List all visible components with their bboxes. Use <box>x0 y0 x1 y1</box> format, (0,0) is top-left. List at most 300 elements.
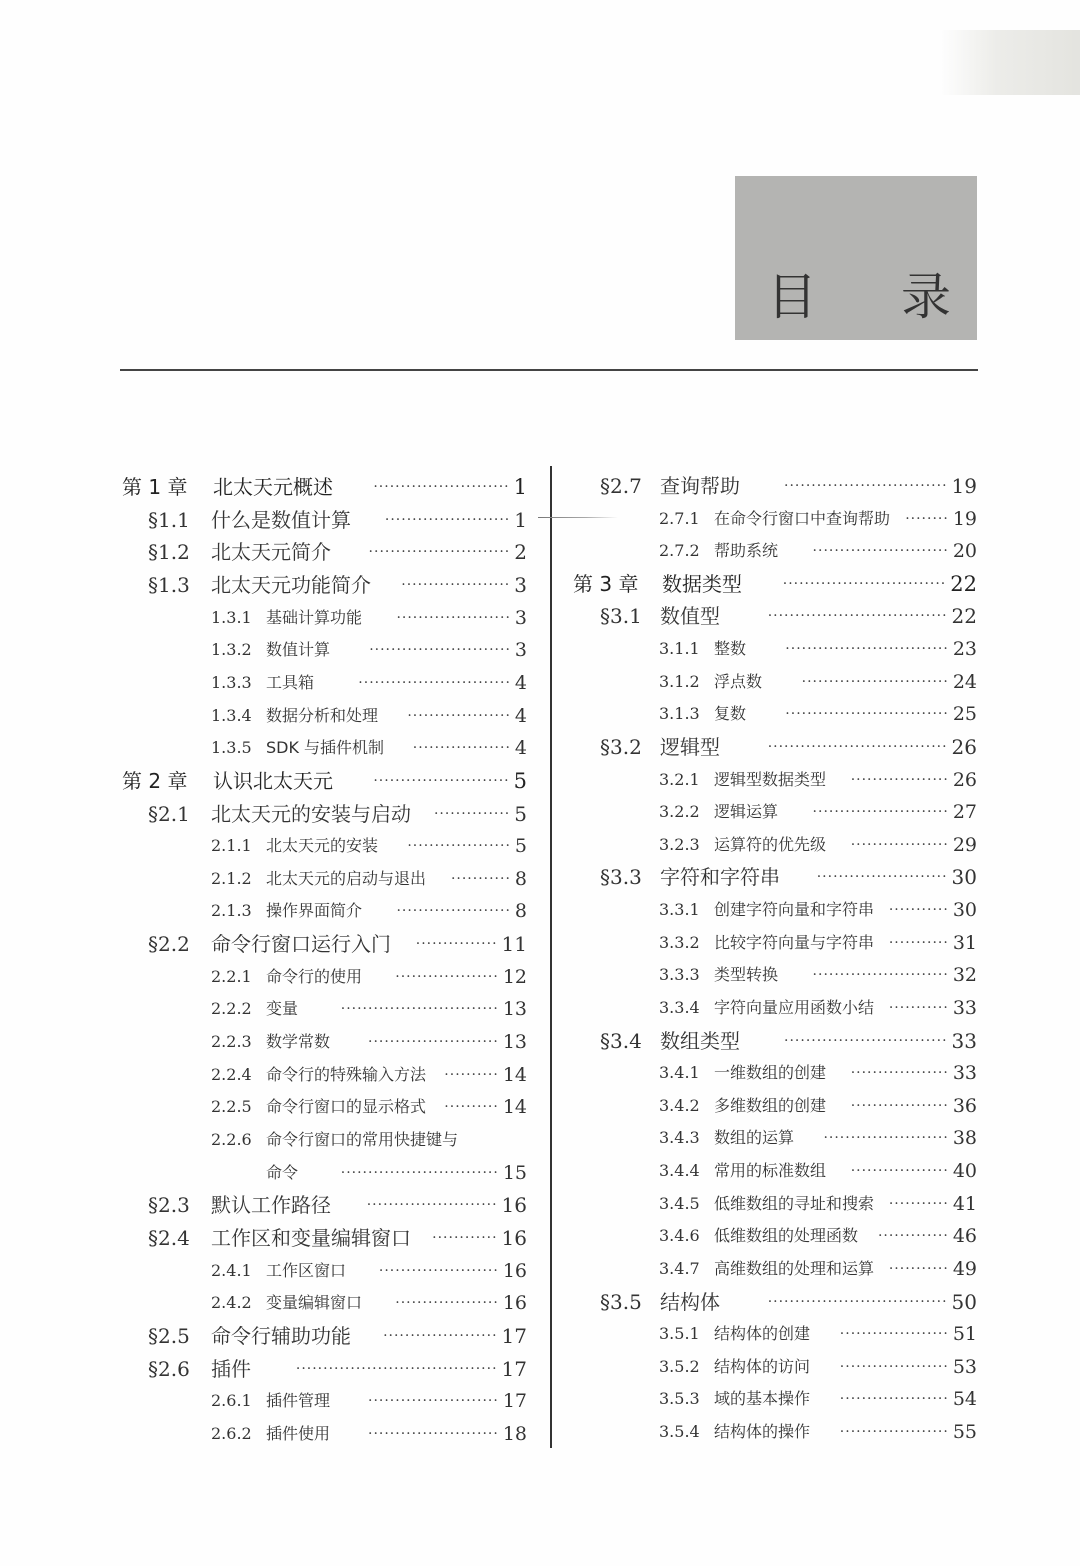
toc-entry-number: 3.1.1 <box>659 639 700 658</box>
toc-entry-number: 2.2.2 <box>211 999 252 1018</box>
dot-leader: ························ <box>366 1197 498 1213</box>
toc-entry-number: §2.6 <box>148 1357 190 1381</box>
toc-entry-sub <box>120 895 527 927</box>
toc-entry-page: 36 <box>952 1095 977 1117</box>
toc-entry-title: 操作界面简介 <box>266 901 363 920</box>
toc-entry-page: 30 <box>951 865 977 889</box>
toc-title-box <box>735 176 977 340</box>
toc-entry-title: 工作区和变量编辑窗口 <box>211 1226 411 1250</box>
toc-entry-sub <box>120 993 527 1025</box>
toc-entry-number: 2.2.1 <box>211 967 252 986</box>
dot-leader: ························· <box>373 479 510 495</box>
toc-entry-number: 2.1.2 <box>211 869 252 888</box>
dot-leader: ······························ <box>785 641 949 657</box>
toc-entry-number: 3.5.1 <box>659 1324 700 1343</box>
toc-entry-page: 5 <box>514 802 527 826</box>
dot-leader: ······················· <box>823 1130 949 1146</box>
toc-entry-sub <box>573 1057 977 1089</box>
toc-entry-title: 数学常数 <box>266 1032 331 1051</box>
toc-entry-number: 第 2 章 <box>122 769 188 793</box>
dot-leader: ···················· <box>839 1391 949 1407</box>
dot-leader: ··········· <box>888 1261 949 1277</box>
toc-entry-section <box>120 536 527 568</box>
toc-entry-sub <box>573 829 977 861</box>
toc-entry-title: 结构体 <box>660 1290 720 1314</box>
toc-entry-page: 5 <box>514 835 527 857</box>
toc-entry-section <box>120 569 527 601</box>
toc-entry-sub <box>120 863 527 895</box>
toc-entry-section <box>120 1222 527 1254</box>
toc-entry-page: 55 <box>952 1421 977 1443</box>
toc-entry-number: 第 1 章 <box>122 475 188 499</box>
dot-leader: ························· <box>812 543 949 559</box>
toc-entry-page: 13 <box>502 1031 527 1053</box>
toc-entry-title: 北太天元功能简介 <box>211 573 371 597</box>
dot-leader: ············· <box>877 1228 949 1244</box>
toc-entry-number: 3.4.5 <box>659 1194 700 1213</box>
toc-entry-page: 14 <box>502 1064 527 1086</box>
toc-entry-title: 命令行的使用 <box>266 967 363 986</box>
toc-entry-number: 2.2.5 <box>211 1097 252 1116</box>
toc-entry-number: §3.4 <box>600 1029 642 1053</box>
dot-leader: ······················· <box>384 512 511 528</box>
dot-leader: ····················· <box>396 610 511 626</box>
toc-entry-title: 结构体的创建 <box>714 1324 811 1343</box>
dot-leader: ····················· <box>396 903 511 919</box>
toc-entry-number: 3.3.1 <box>659 900 700 919</box>
toc-entry-title: 什么是数值计算 <box>211 508 351 532</box>
toc-entry-sub <box>573 927 977 959</box>
toc-entry-number: §2.5 <box>148 1324 190 1348</box>
toc-entry-sub <box>573 1220 977 1252</box>
toc-entry-title: 结构体的访问 <box>714 1357 811 1376</box>
toc-entry-page: 22 <box>950 572 977 596</box>
toc-entry-title: 字符和字符串 <box>660 865 780 889</box>
toc-entry-page: 46 <box>952 1225 977 1247</box>
toc-entry-sub <box>573 535 977 567</box>
toc-entry-number: 3.4.7 <box>659 1259 700 1278</box>
toc-entry-page: 33 <box>951 1029 977 1053</box>
toc-entry-page: 17 <box>501 1324 527 1348</box>
toc-entry-title: 低维数组的寻址和搜索 <box>714 1194 875 1213</box>
dot-leader: ······························ <box>782 576 947 592</box>
toc-entry-page: 24 <box>952 671 977 693</box>
toc-entry-page: 19 <box>952 508 977 530</box>
dot-leader: ··················· <box>395 969 499 985</box>
toc-entry-title: 域的基本操作 <box>714 1389 811 1408</box>
toc-entry-number: 3.4.2 <box>659 1096 700 1115</box>
toc-entry-sub <box>120 1418 527 1450</box>
dot-leader: ································· <box>767 1294 948 1310</box>
toc-entry-sub <box>120 700 527 732</box>
dot-leader: ·········· <box>444 1067 499 1083</box>
toc-entry-page: 19 <box>951 474 977 498</box>
toc-entry-number: 3.5.2 <box>659 1357 700 1376</box>
dot-leader: ······················ <box>378 1263 499 1279</box>
toc-entry-title: 浮点数 <box>714 672 763 691</box>
dot-leader: ··············· <box>415 936 498 952</box>
toc-entry-title: 多维数组的创建 <box>714 1096 827 1115</box>
toc-entry-title: 命令行的特殊输入方法 <box>266 1065 427 1084</box>
toc-entry-sub <box>120 1091 527 1123</box>
toc-entry-page: 18 <box>502 1423 527 1445</box>
toc-entry-page: 13 <box>502 998 527 1020</box>
toc-entry-number: 2.1.3 <box>211 901 252 920</box>
toc-entry-title: 基础计算功能 <box>266 608 363 627</box>
toc-entry-page: 4 <box>514 672 527 694</box>
dot-leader: ··········· <box>450 871 511 887</box>
toc-entry-number: §2.3 <box>148 1193 190 1217</box>
toc-entry-title: 数组的运算 <box>714 1128 795 1147</box>
dot-leader: ···················· <box>401 577 511 593</box>
toc-entry-number: §3.5 <box>600 1290 642 1314</box>
dot-leader: ··········· <box>888 1000 949 1016</box>
dot-leader: ·················· <box>412 740 511 756</box>
toc-entry-number: 2.2.3 <box>211 1032 252 1051</box>
dot-leader: ························· <box>812 804 949 820</box>
dot-leader: ···················· <box>839 1326 949 1342</box>
toc-entry-page: 26 <box>952 769 977 791</box>
toc-entry-page: 1 <box>514 508 527 532</box>
toc-entry-page: 33 <box>952 997 977 1019</box>
toc-entry-sub <box>573 503 977 535</box>
dot-leader: ···························· <box>358 675 511 691</box>
toc-entry-title: 北太天元的启动与退出 <box>266 869 427 888</box>
dot-leader: ························· <box>812 967 949 983</box>
dot-leader: ·················· <box>850 1098 949 1114</box>
toc-entry-sub <box>120 961 527 993</box>
dot-leader: ·················· <box>850 772 949 788</box>
toc-entry-sub <box>573 1122 977 1154</box>
toc-entry-page: 50 <box>951 1290 977 1314</box>
dot-leader: ····································· <box>295 1361 498 1377</box>
toc-entry-number: 2.4.1 <box>211 1261 252 1280</box>
toc-entry-section <box>573 731 977 763</box>
toc-entry-sub <box>120 1287 527 1319</box>
toc-entry-page: 29 <box>952 834 977 856</box>
toc-entry-page: 16 <box>501 1193 527 1217</box>
dot-leader: ····················· <box>383 1328 498 1344</box>
toc-entry-title: 变量编辑窗口 <box>266 1293 363 1312</box>
dot-leader: ·············· <box>433 806 511 822</box>
toc-entry-title: 创建字符向量和字符串 <box>714 900 875 919</box>
toc-entry-title: 逻辑型数据类型 <box>714 770 827 789</box>
dot-leader: ························ <box>368 1034 499 1050</box>
toc-entry-number: 3.5.3 <box>659 1389 700 1408</box>
toc-entry-page: 32 <box>952 964 977 986</box>
toc-entry-number: 1.3.3 <box>211 673 252 692</box>
toc-entry-sub <box>573 764 977 796</box>
toc-entry-sub <box>120 602 527 634</box>
toc-entry-title: 命令行窗口的显示格式 <box>266 1097 427 1116</box>
toc-entry-page: 16 <box>501 1226 527 1250</box>
toc-entry-page: 14 <box>502 1096 527 1118</box>
toc-entry-page: 5 <box>513 769 527 793</box>
toc-entry-sub <box>573 1253 977 1285</box>
toc-entry-sub <box>573 1318 977 1350</box>
toc-entry-title: 命令 <box>266 1163 299 1182</box>
toc-entry-number: 3.2.1 <box>659 770 700 789</box>
toc-entry-number: §2.1 <box>148 802 190 826</box>
toc-entry-page: 3 <box>514 639 527 661</box>
dot-leader: ··················· <box>395 1295 499 1311</box>
toc-entry-number: 1.3.2 <box>211 640 252 659</box>
toc-entry-page: 11 <box>501 932 527 956</box>
toc-entry-sub <box>573 633 977 665</box>
toc-entry-title: 北太天元概述 <box>213 475 333 499</box>
toc-entry-page: 12 <box>502 966 527 988</box>
toc-entry-title: 数据分析和处理 <box>266 706 379 725</box>
toc-entry-page: 8 <box>514 900 527 922</box>
dot-leader: ··········· <box>888 1196 949 1212</box>
toc-entry-page: 38 <box>952 1127 977 1149</box>
toc-entry-page: 20 <box>952 540 977 562</box>
toc-entry-section <box>120 798 527 830</box>
toc-entry-sub <box>120 1255 527 1287</box>
dot-leader: ·········· <box>444 1099 499 1115</box>
dot-leader: ····························· <box>340 1165 499 1181</box>
toc-entry-title: 数组类型 <box>660 1029 740 1053</box>
toc-entry-page: 26 <box>951 735 977 759</box>
toc-entry-page: 51 <box>952 1323 977 1345</box>
toc-entry-page: 23 <box>952 638 977 660</box>
scan-artifact <box>940 30 1080 95</box>
dot-leader: ·················· <box>850 1065 949 1081</box>
toc-entry-title: 插件管理 <box>266 1391 331 1410</box>
dot-leader: ···················· <box>839 1359 949 1375</box>
toc-entry-page: 17 <box>502 1390 527 1412</box>
dot-leader: ··················· <box>407 708 511 724</box>
toc-entry-title: 命令行窗口的常用快捷键与 <box>266 1130 459 1149</box>
toc-entry-number: 2.1.1 <box>211 836 252 855</box>
toc-entry-title: 命令行窗口运行入门 <box>211 932 391 956</box>
toc-entry-number: 1.3.1 <box>211 608 252 627</box>
toc-entry-title: 整数 <box>714 639 747 658</box>
toc-entry-section <box>573 1025 977 1057</box>
toc-entry-page: 22 <box>951 604 977 628</box>
toc-entry-sub <box>120 667 527 699</box>
toc-entry-title: 运算符的优先级 <box>714 835 827 854</box>
toc-entry-number: 2.4.2 <box>211 1293 252 1312</box>
toc-entry-page: 16 <box>502 1292 527 1314</box>
toc-entry-page: 4 <box>514 705 527 727</box>
dot-leader: ··········· <box>888 902 949 918</box>
toc-entry-sub <box>120 1026 527 1058</box>
toc-entry-number: 3.4.1 <box>659 1063 700 1082</box>
toc-entry-number: 2.7.2 <box>659 541 700 560</box>
dot-leader: ························ <box>368 1426 499 1442</box>
toc-entry-title: 变量 <box>266 999 299 1018</box>
header-rule <box>120 369 978 371</box>
toc-entry-sub <box>573 894 977 926</box>
toc-entry-page: 40 <box>952 1160 977 1182</box>
toc-entry-chapter <box>573 568 977 600</box>
toc-entry-page: 27 <box>952 801 977 823</box>
toc-entry-number: 3.1.2 <box>659 672 700 691</box>
toc-entry-number: §2.4 <box>148 1226 190 1250</box>
dot-leader: ··········· <box>888 935 949 951</box>
toc-entry-number: 3.4.6 <box>659 1226 700 1245</box>
toc-entry-title: 工作区窗口 <box>266 1261 347 1280</box>
dot-leader: ·························· <box>369 642 511 658</box>
toc-entry-page: 49 <box>952 1258 977 1280</box>
toc-entry-section <box>573 470 977 502</box>
toc-entry-number: 3.3.4 <box>659 998 700 1017</box>
toc-entry-sub <box>573 1155 977 1187</box>
toc-entry-number: 3.4.4 <box>659 1161 700 1180</box>
toc-entry-sub <box>573 698 977 730</box>
toc-entry-page: 41 <box>952 1193 977 1215</box>
toc-entry-section <box>120 504 527 536</box>
toc-entry-sub <box>573 1188 977 1220</box>
toc-entry-title: 复数 <box>714 704 747 723</box>
toc-entry-title: 北太天元简介 <box>211 540 331 564</box>
dot-leader: ·························· <box>368 544 511 560</box>
toc-entry-sub <box>573 1383 977 1415</box>
toc-entry-number: 3.5.4 <box>659 1422 700 1441</box>
dot-leader: ································· <box>767 608 948 624</box>
toc-entry-sub <box>120 732 527 764</box>
toc-entry-title: 插件使用 <box>266 1424 331 1443</box>
dot-leader: ································· <box>767 739 948 755</box>
toc-entry-number: 3.3.3 <box>659 965 700 984</box>
toc-entry-title: 认识北太天元 <box>213 769 333 793</box>
toc-entry-page: 30 <box>952 899 977 921</box>
toc-entry-title: 默认工作路径 <box>211 1193 331 1217</box>
toc-entry-page: 53 <box>952 1356 977 1378</box>
toc-entry-page: 3 <box>514 573 527 597</box>
toc-entry-number: §1.2 <box>148 540 190 564</box>
toc-entry-page: 2 <box>514 540 527 564</box>
toc-entry-title: 数值计算 <box>266 640 331 659</box>
toc-entry-number: 3.3.2 <box>659 933 700 952</box>
toc-entry-title: 逻辑运算 <box>714 802 779 821</box>
toc-entry-page: 3 <box>514 607 527 629</box>
toc-entry-sub <box>573 1090 977 1122</box>
toc-entry-title: 字符向量应用函数小结 <box>714 998 875 1017</box>
dot-leader: ······························ <box>784 478 948 494</box>
toc-entry-section <box>573 861 977 893</box>
toc-entry-sub <box>573 959 977 991</box>
toc-entry-title: 高维数组的处理和运算 <box>714 1259 875 1278</box>
dot-leader: ············ <box>432 1230 498 1246</box>
dot-leader: ······························ <box>785 706 949 722</box>
toc-entry-title: 常用的标准数组 <box>714 1161 827 1180</box>
toc-entry-number: 3.2.2 <box>659 802 700 821</box>
toc-entry-number: §2.7 <box>600 474 642 498</box>
toc-entry-title: 帮助系统 <box>714 541 779 560</box>
toc-title-char-1: 目 <box>767 268 817 326</box>
toc-entry-number: 2.2.6 <box>211 1130 252 1149</box>
toc-entry-sub <box>573 1416 977 1448</box>
toc-entry-page: 31 <box>952 932 977 954</box>
toc-entry-page: 4 <box>514 737 527 759</box>
toc-entry-sub-cont <box>120 1157 527 1189</box>
toc-entry-number: 2.6.2 <box>211 1424 252 1443</box>
toc-entry-number: §3.1 <box>600 604 642 628</box>
toc-entry-number: 3.4.3 <box>659 1128 700 1147</box>
column-divider <box>550 466 552 1448</box>
toc-entry-title: 类型转换 <box>714 965 779 984</box>
toc-entry-number: 2.6.1 <box>211 1391 252 1410</box>
toc-entry-title: 结构体的操作 <box>714 1422 811 1441</box>
toc-entry-sub <box>120 634 527 666</box>
toc-entry-sub <box>573 796 977 828</box>
toc-entry-sub <box>573 666 977 698</box>
dot-leader: ·················· <box>850 1163 949 1179</box>
toc-entry-number: 3.1.3 <box>659 704 700 723</box>
dot-leader: ····························· <box>340 1001 499 1017</box>
toc-entry-number: §2.2 <box>148 932 190 956</box>
toc-entry-number: 第 3 章 <box>573 572 639 596</box>
toc-entry-number: 1.3.5 <box>211 738 252 757</box>
toc-entry-sub <box>120 1385 527 1417</box>
toc-entry-title: 比较字符向量与字符串 <box>714 933 875 952</box>
toc-entry-title: 在命令行窗口中查询帮助 <box>714 509 891 528</box>
toc-entry-number: §1.3 <box>148 573 190 597</box>
toc-entry-page: 33 <box>952 1062 977 1084</box>
toc-entry-title: 查询帮助 <box>660 474 740 498</box>
toc-entry-title: 一维数组的创建 <box>714 1063 827 1082</box>
toc-entry-title: 工具箱 <box>266 673 315 692</box>
toc-entry-title: 北太天元的安装 <box>266 836 379 855</box>
toc-entry-page: 8 <box>514 868 527 890</box>
toc-entry-chapter <box>120 471 527 503</box>
dot-leader: ························· <box>373 773 510 789</box>
toc-entry-section <box>573 600 977 632</box>
toc-entry-sub <box>120 830 527 862</box>
toc-entry-title: 插件 <box>211 1357 251 1381</box>
dot-leader: ········ <box>905 511 949 527</box>
toc-entry-number: 2.7.1 <box>659 509 700 528</box>
toc-entry-title: 低维数组的处理函数 <box>714 1226 859 1245</box>
toc-entry-page: 54 <box>952 1388 977 1410</box>
toc-entry-page: 15 <box>502 1162 527 1184</box>
toc-entry-number: 1.3.4 <box>211 706 252 725</box>
toc-entry-page: 17 <box>501 1357 527 1381</box>
dot-leader: ··························· <box>801 674 949 690</box>
toc-entry-page: 16 <box>502 1260 527 1282</box>
toc-entry-number: §1.1 <box>148 508 190 532</box>
toc-entry-title: 数据类型 <box>662 572 742 596</box>
toc-entry-title: 逻辑型 <box>660 735 720 759</box>
toc-entry-title: 数值型 <box>660 604 720 628</box>
toc-entry-sub <box>120 1059 527 1091</box>
toc-entry-title: SDK 与插件机制 <box>266 738 385 757</box>
toc-entry-section <box>120 1320 527 1352</box>
dot-leader: ······························ <box>784 1033 948 1049</box>
toc-entry-number: 3.2.3 <box>659 835 700 854</box>
dot-leader: ························ <box>816 869 948 885</box>
toc-entry-section <box>120 928 527 960</box>
toc-entry-chapter <box>120 765 527 797</box>
toc-entry-title: 北太天元的安装与启动 <box>211 802 411 826</box>
toc-entry-number: 2.2.4 <box>211 1065 252 1084</box>
toc-title-char-2: 录 <box>901 268 951 326</box>
dot-leader: ·················· <box>850 837 949 853</box>
toc-entry-sub <box>573 1351 977 1383</box>
toc-entry-page: 1 <box>513 475 527 499</box>
toc-entry-sub <box>573 992 977 1024</box>
dot-leader: ························ <box>368 1393 499 1409</box>
toc-entry-section <box>120 1353 527 1385</box>
toc-entry-number: §3.2 <box>600 735 642 759</box>
toc-entry-number: §3.3 <box>600 865 642 889</box>
toc-entry-section <box>120 1189 527 1221</box>
toc-entry-page: 25 <box>952 703 977 725</box>
toc-entry-section <box>573 1286 977 1318</box>
dot-leader: ···················· <box>839 1424 949 1440</box>
